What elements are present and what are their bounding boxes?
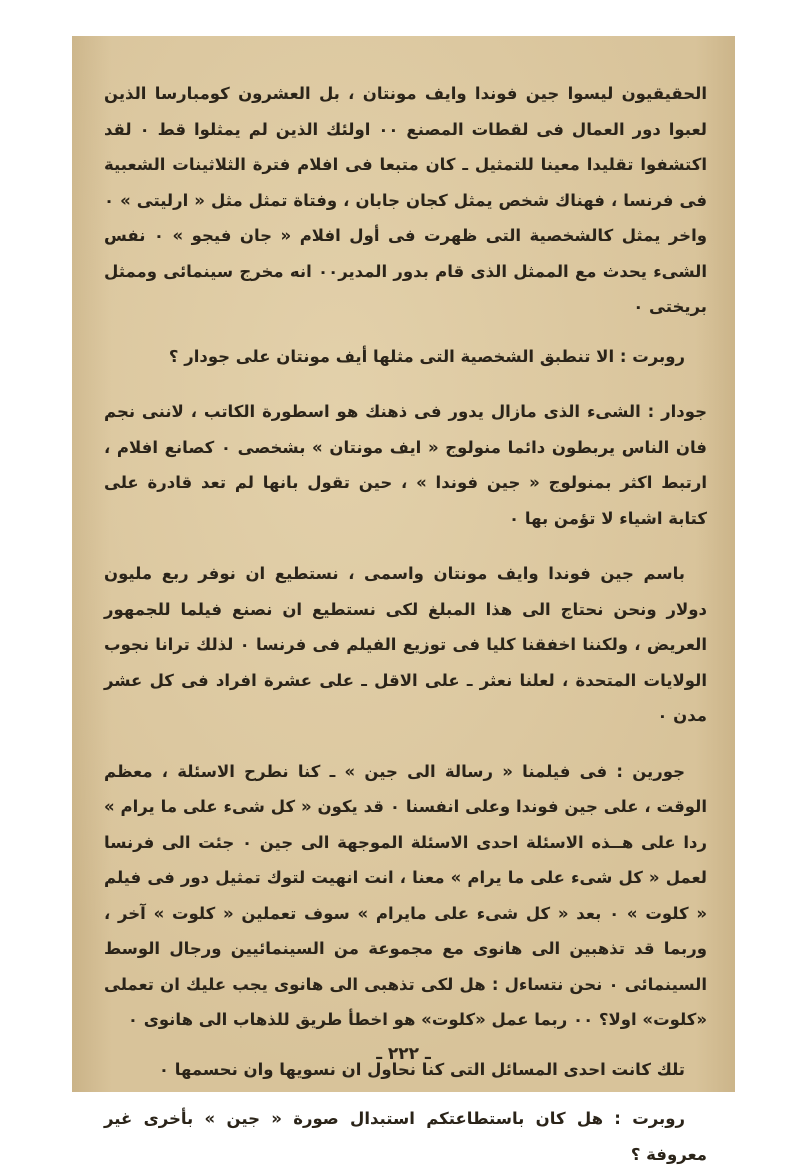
paragraph-1: الحقيقيون ليسوا جين فوندا وايف مونتان ، بل العشرون كومبارسا الذين لعبوا دور العمال فى لقطات المصنع ٠٠ اولئك الذين لم يمثلوا قط ٠ لقد اكتشفوا تقليدا معينا للتمثيل ـ كان متبعا فى افلام فترة الثلاثينات الشعبية فى فرنسا ، فهناك شخص يمثل كجان جابان ، وفتاة تمثل مثل « ارليتى » ٠ واخر يمثل كالشخصية التى ظهرت فى أول افلام « جان فيجو » ٠ نفس الشىء يحدث مع الممثل الذى قام بدور المدير٠٠ انه مخرج سينمائى وممثل بريختى ٠	[104, 84, 707, 316]
scanned-page	[72, 36, 735, 1164]
paragraph-7: روبرت : هل كان باستطاعتكم استبدال صورة « جين » بأخرى غير معروفة ؟	[104, 1109, 707, 1164]
paragraph-6: تلك كانت احدى المسائل التى كنا نحاول ان نسويها وان نحسمها ٠	[158, 1059, 685, 1079]
paragraph-4: باسم جين فوندا وايف مونتان واسمى ، نستطيع ان نوفر ربع مليون دولار ونحن نحتاج الى هذا المبلغ لكى نستطيع ان نصنع فيلما للجمهور العريض ، ولكننا اخفقنا كليا فى توزيع الفيلم فى فرنسا ٠ لذلك ترانا نجوب الولايات المتحدة ، لعلنا نعثر ـ على الاقل ـ على عشرة افراد فى كل عشر مدن ٠	[104, 564, 707, 725]
paragraph-3: جودار : الشىء الذى مازال يدور فى ذهنك هو اسطورة الكاتب ، لاننى نجم فان الناس يربطون دائما منولوج « ايف مونتان » بشخصى ٠ كصانع افلام ، ارتبط اكثر بمنولوج « جين فوندا » ، حين تقول بانها لم تعد قادرة على كتابة اشياء لا تؤمن بها ٠	[104, 402, 707, 528]
paragraph-2: روبرت : الا تنطبق الشخصية التى مثلها أيف مونتان على جودار ؟	[168, 346, 685, 366]
page-number: ـ ٢٢٢ ـ	[376, 1044, 431, 1064]
paragraph-5: جورين : فى فيلمنا « رسالة الى جين » ـ كنا نطرح الاسئلة ، معظم الوقت ، على جين فوندا وعلى انفسنا ٠ قد يكون « كل شىء على ما يرام » ردا على هــذه الاسئلة احدى الاسئلة الموجهة الى جين ٠ جئت الى فرنسا لعمل « كل شىء على ما يرام » معنا ، انت انهيت لتوك تمثيل دور فى فيلم « كلوت » ٠ بعد « كل شىء على مايرام » سوف تعملين « كلوت » آخر ، وربما قد تذهبين الى هانوى مع مجموعة من السينمائيين ورجال الوسط السينمائى ٠ نحن نتساءل : هل لكى تذهبى الى هانوى يجب عليك ان تعملى «كلوت» اولا؟ ٠٠ ربما عمل «كلوت» هو اخطأ طريق للذهاب الى هانوى ٠	[104, 761, 708, 1029]
page-body	[104, 76, 707, 1172]
